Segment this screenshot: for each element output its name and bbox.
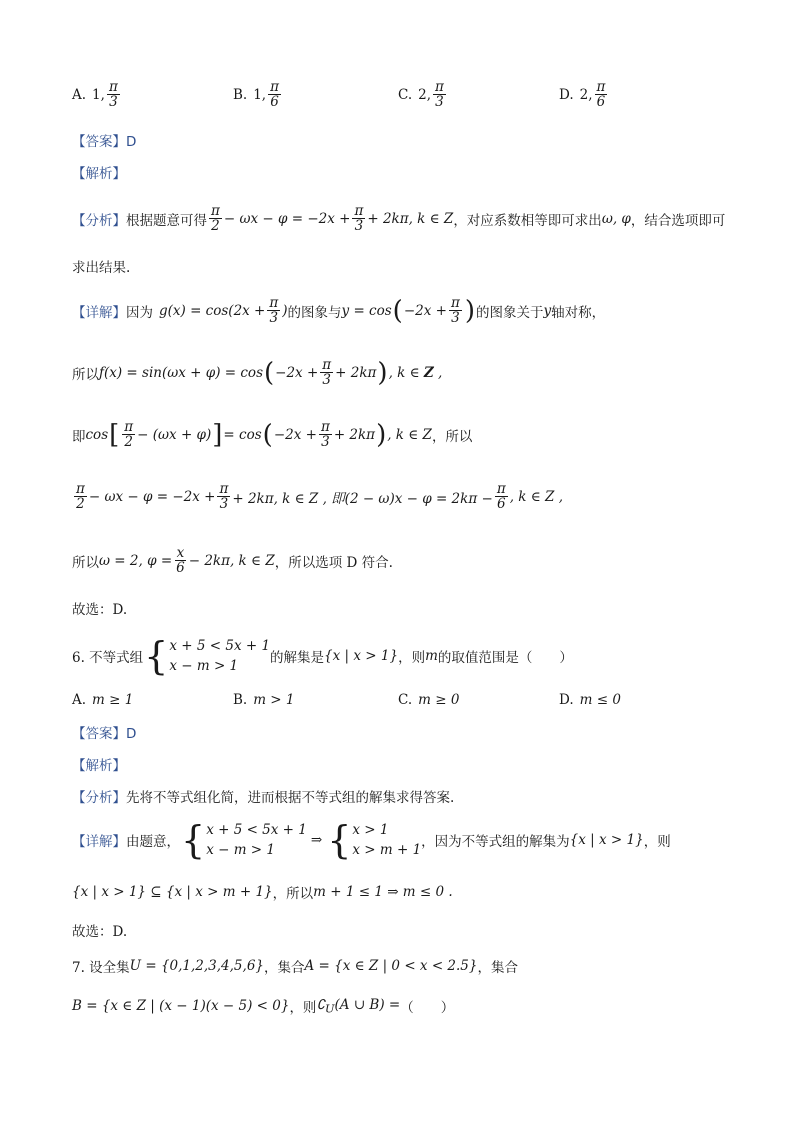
- option-fraction: [433, 80, 446, 109]
- option-fraction: [107, 80, 120, 109]
- option-label: B.: [233, 692, 248, 708]
- formula: y = cos: [341, 302, 392, 319]
- q5-detail: 【详解】 因为 g(x) = cos(2x + $\frac{\pi}{3}$ ) 的图象与 y = cos ( −2x + $\frac{\pi}{3}$ ) 的图象关于 y 轴对称，: [72, 295, 606, 326]
- formula-frac: $\frac{\pi}{3}$: [354, 203, 364, 234]
- q6-analysis-tag: [72, 754, 126, 774]
- q5-analysis-tag: [72, 162, 126, 182]
- text: 即: [72, 428, 86, 445]
- q6-line2: {x | x > 1} ⊆ {x | x > m + 1} ，所以 m + 1 ≤ 1 ⇒ m ≤ 0 .: [72, 884, 453, 902]
- q5-answer: [72, 130, 136, 150]
- q6-answer: [72, 722, 136, 742]
- option-lead: 2,: [418, 86, 432, 103]
- formula: g(x) = cos(2x +: [159, 302, 266, 319]
- option-lead: 1,: [253, 86, 267, 103]
- q5-line-suoyi2: 所以 ω = 2, φ = $\frac{x}{6}$ − 2kπ, k ∈ Z ，所以选项 D 符合.: [72, 545, 393, 576]
- question-number: 7. 设全集: [72, 960, 130, 976]
- option-label: C.: [398, 86, 413, 103]
- text: 故选：D.: [72, 602, 128, 618]
- text: ，所以: [272, 886, 314, 902]
- detail-text: 的图象关于: [475, 304, 544, 321]
- q5-option-a: [72, 80, 122, 109]
- text: ，集合: [264, 960, 305, 976]
- formula-frac: $\frac{\pi}{3}$: [269, 295, 279, 326]
- frac-num: π: [270, 79, 279, 95]
- frac-num: π: [435, 79, 444, 95]
- option-label: A.: [72, 692, 87, 708]
- text: ，所以选项 D 符合.: [274, 554, 393, 571]
- text: 所以: [72, 366, 99, 383]
- formula-frac: $\frac{\pi}{2}$: [124, 419, 134, 450]
- inequality-system: x + 5 < 5x + 1 x − m > 1: [206, 822, 307, 858]
- detail-text: ，因为不等式组的解集为: [421, 834, 570, 850]
- formula: f(x) = sin(ωx + φ) = cos: [99, 364, 263, 381]
- q6-guxuan: [72, 920, 127, 940]
- formula: + 2kπ, k ∈ Z: [367, 210, 454, 227]
- option-expr: m > 1: [253, 692, 295, 708]
- q6-fenxi: [72, 786, 454, 806]
- option-fraction: [268, 80, 281, 109]
- fenxi-text: ，对应系数相等即可求出: [453, 212, 602, 229]
- option-expr: m ≤ 0: [579, 692, 621, 708]
- frac-num: π: [108, 79, 118, 95]
- detail-text: 的图象与: [287, 304, 342, 321]
- fenxi-text: 先将不等式组化简，进而根据不等式组的解集求得答案.: [126, 790, 455, 806]
- formula-frac: $\frac{x}{6}$: [176, 545, 185, 576]
- text: 的取值范围是（ ）: [437, 650, 573, 666]
- fenxi-text: ，结合选项即可: [630, 212, 726, 229]
- text: 的解集是: [270, 650, 325, 666]
- text: ，所以: [431, 428, 473, 445]
- frac-den: 3: [109, 94, 118, 110]
- option-label: B.: [233, 86, 248, 103]
- detail-tag: 【详解】: [72, 304, 126, 321]
- option-expr: m ≥ 0: [418, 692, 460, 708]
- fenxi-tag: 【分析】: [72, 790, 126, 806]
- frac-num: π: [596, 79, 606, 95]
- q6-option-c: [398, 692, 459, 708]
- inequality-system: x + 5 < 5x + 1 x − m > 1: [169, 638, 271, 674]
- text: （ ）: [400, 1000, 455, 1016]
- formula-frac: $\frac{\pi}{2}$: [76, 481, 85, 512]
- frac-den: 6: [270, 94, 279, 110]
- q5-line-eq: $\frac{\pi}{2}$ − ωx − φ = −2x + $\frac{\pi}{3}$ + 2kπ, k ∈ Z , 即(2 − ω)x − φ = 2kπ − $\frac{\pi}{6}$ , k ∈ Z ,: [76, 481, 563, 512]
- text: 所以: [72, 554, 99, 571]
- formula-frac: $\frac{\pi}{3}$: [450, 295, 460, 326]
- option-label: D.: [559, 86, 574, 103]
- q6-detail: 【详解】 由题意， { x + 5 < 5x + 1 x − m > 1 ⇒ { x > 1 x > m + 1 ，因为不等式组的解集为 {x | x > 1} ，则: [72, 818, 671, 862]
- formula-frac: $\frac{\pi}{6}$: [496, 481, 506, 512]
- formula-frac: $\frac{\pi}{3}$: [322, 357, 332, 388]
- q5-option-d: [559, 80, 609, 109]
- answer-tag: 【答案】D: [72, 134, 137, 150]
- frac-den: 6: [596, 94, 606, 110]
- inequality-system: x > 1 x > m + 1: [352, 822, 422, 858]
- text: ，则: [289, 1000, 317, 1016]
- q5-option-c: [398, 80, 448, 109]
- q7-line2: B = {x ∈ Z | (x − 1)(x − 5) < 0} ，则 $∁_U(A$ ∪ B) = （ ）: [72, 996, 455, 1016]
- formula-frac: $\frac{\pi}{2}$: [211, 203, 220, 234]
- q6-option-a: [72, 692, 133, 708]
- fenxi-text: 根据题意可得: [126, 212, 207, 229]
- q6-option-d: [559, 692, 621, 708]
- formula: − ωx − φ = −2x +: [223, 210, 351, 227]
- detail-text: 因为: [126, 304, 153, 321]
- text: ，则: [398, 650, 426, 666]
- option-label: D.: [559, 692, 574, 708]
- q5-fenxi-cont: [72, 256, 130, 276]
- q5-fenxi: [72, 204, 725, 233]
- q5-option-b: [233, 80, 283, 109]
- q5-guxuan: [72, 598, 127, 618]
- question-number: 6. 不等式组: [72, 650, 144, 666]
- text: 故选：D.: [72, 924, 128, 940]
- q5-line-ji: 即 cos [ $\frac{\pi}{2}$ − (ωx + φ) ] = cos ( −2x + $\frac{\pi}{3}$ + 2kπ ) , k ∈ Z ，所以: [72, 419, 473, 450]
- formula-frac: $\frac{\pi}{3}$: [320, 419, 330, 450]
- detail-text: 由题意，: [126, 834, 180, 850]
- q7-stem: 7. 设全集 U = {0,1,2,3,4,5,6} ，集合 A = {x ∈ Z | 0 < x < 2.5} ，集合: [72, 958, 518, 976]
- detail-text: 轴对称，: [551, 304, 606, 321]
- fenxi-tag: 【分析】: [72, 212, 126, 229]
- answer-tag: 【答案】D: [72, 726, 137, 742]
- detail-tag: 【详解】: [72, 834, 126, 850]
- detail-text: ，则: [643, 834, 671, 850]
- frac-den: 3: [435, 94, 444, 110]
- option-lead: 2,: [579, 86, 593, 103]
- text: ，集合: [477, 960, 518, 976]
- analysis-tag: 【解析】: [72, 166, 126, 182]
- formula-frac: $\frac{\pi}{3}$: [219, 481, 229, 512]
- option-label: C.: [398, 692, 413, 708]
- option-lead: 1,: [92, 86, 105, 103]
- formula: ω, φ: [601, 210, 631, 227]
- q6-stem: 6. 不等式组 { x + 5 < 5x + 1 x − m > 1 的解集是 {x | x > 1} ，则 m 的取值范围是（ ）: [72, 634, 573, 678]
- option-fraction: [595, 80, 608, 109]
- option-label: A.: [72, 86, 87, 103]
- formula: ): [282, 302, 288, 319]
- q6-option-b: [233, 692, 295, 708]
- fenxi-text: 求出结果.: [72, 260, 131, 276]
- option-expr: m ≥ 1: [92, 692, 134, 708]
- analysis-tag: 【解析】: [72, 758, 126, 774]
- q5-line-suoyi1: 所以 f(x) = sin(ωx + φ) = cos ( −2x + $\frac{\pi}{3}$ + 2kπ ) , k ∈ Z ,: [72, 357, 443, 388]
